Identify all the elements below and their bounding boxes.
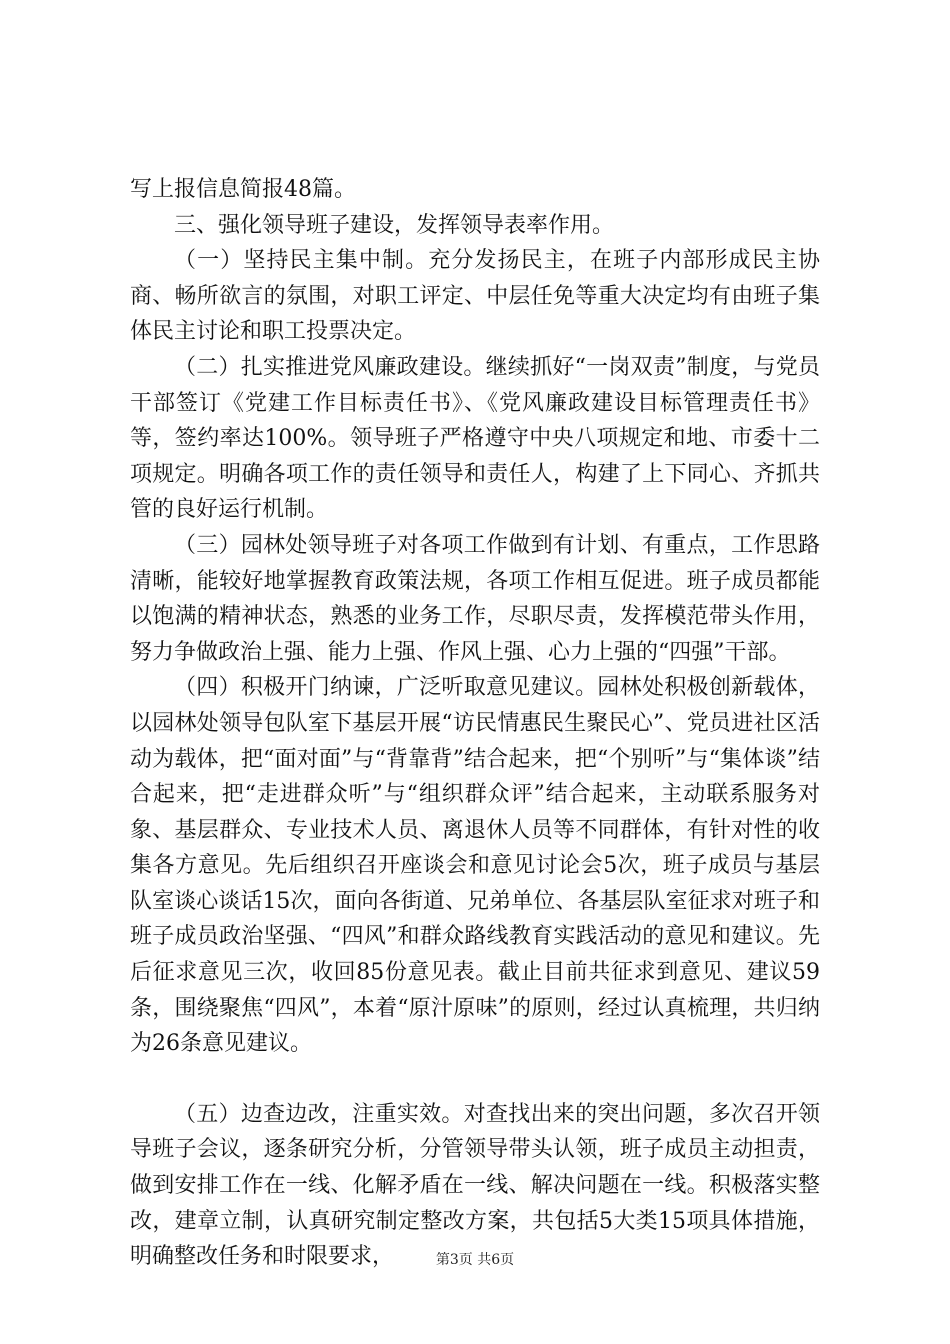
paragraph-item-1: （一）坚持民主集中制。充分发扬民主，在班子内部形成民主协商、畅所欲言的氛围，对职工评定、中层任免等重大决定均有由班子集体民主讨论和职工投票决定。 [130, 248, 820, 345]
paragraph-item-2: （二）扎实推进党风廉政建设。继续抓好“一岗双责”制度，与党员干部签订《党建工作目标责任书》、《党风廉政建设目标管理责任书》等，签约率达100%。领导班子严格遵守中央八项规定和地、市委十二项规定。明确各项工作的责任领导和责任人，构建了上下同心、齐抓共管的良好运行机制。 [130, 354, 820, 523]
paragraph-item-4: （四）积极开门纳谏，广泛听取意见建议。园林处积极创新载体，以园林处领导包队室下基层开展“访民情惠民生聚民心”、党员进社区活动为载体，把“面对面”与“背靠背”结合起来，把“个别听”与“集体谈”结合起来，把“走进群众听”与“组织群众评”结合起来，主动联系服务对象、基层群众、专业技术人员、离退休人员等不同群体，有针对性的收集各方意见。先后组织召开座谈会和意见讨论会5次，班子成员与基层队室谈心谈话15次，面向各街道、兄弟单位、各基层队室征求对班子和班子成员政治坚强、“四风”和群众路线教育实践活动的意见和建议。先后征求意见三次，收回85份意见表。截止目前共征求到意见、建议59条，围绕聚焦“四风”，本着“原汁原味”的原则，经过认真梳理，共归纳为26条意见建议。 [130, 675, 820, 1057]
document-body [130, 172, 820, 1275]
page-number-footer: 第3页 共6页 [435, 1252, 515, 1268]
paragraph-continuation: 写上报信息简报48篇。 [130, 177, 356, 202]
paragraph-item-5: （五）边查边改，注重实效。对查找出来的突出问题，多次召开领导班子会议，逐条研究分析，分管领导带头认领，班子成员主动担责，做到安排工作在一线、化解矛盾在一线、解决问题在一线。积极落实整改，建章立制，认真研究制定整改方案，共包括5大类15项具体措施，明确整改任务和时限要求， [130, 1101, 820, 1270]
section-heading-3: 三、强化领导班子建设，发挥领导表率作用。 [174, 212, 615, 238]
paragraph-item-3: （三）园林处领导班子对各项工作做到有计划、有重点，工作思路清晰，能较好地掌握教育政策法规，各项工作相互促进。班子成员都能以饱满的精神状态，熟悉的业务工作，尽职尽责，发挥模范带头作用，努力争做政治上强、能力上强、作风上强、心力上强的“四强”干部。 [130, 532, 820, 665]
